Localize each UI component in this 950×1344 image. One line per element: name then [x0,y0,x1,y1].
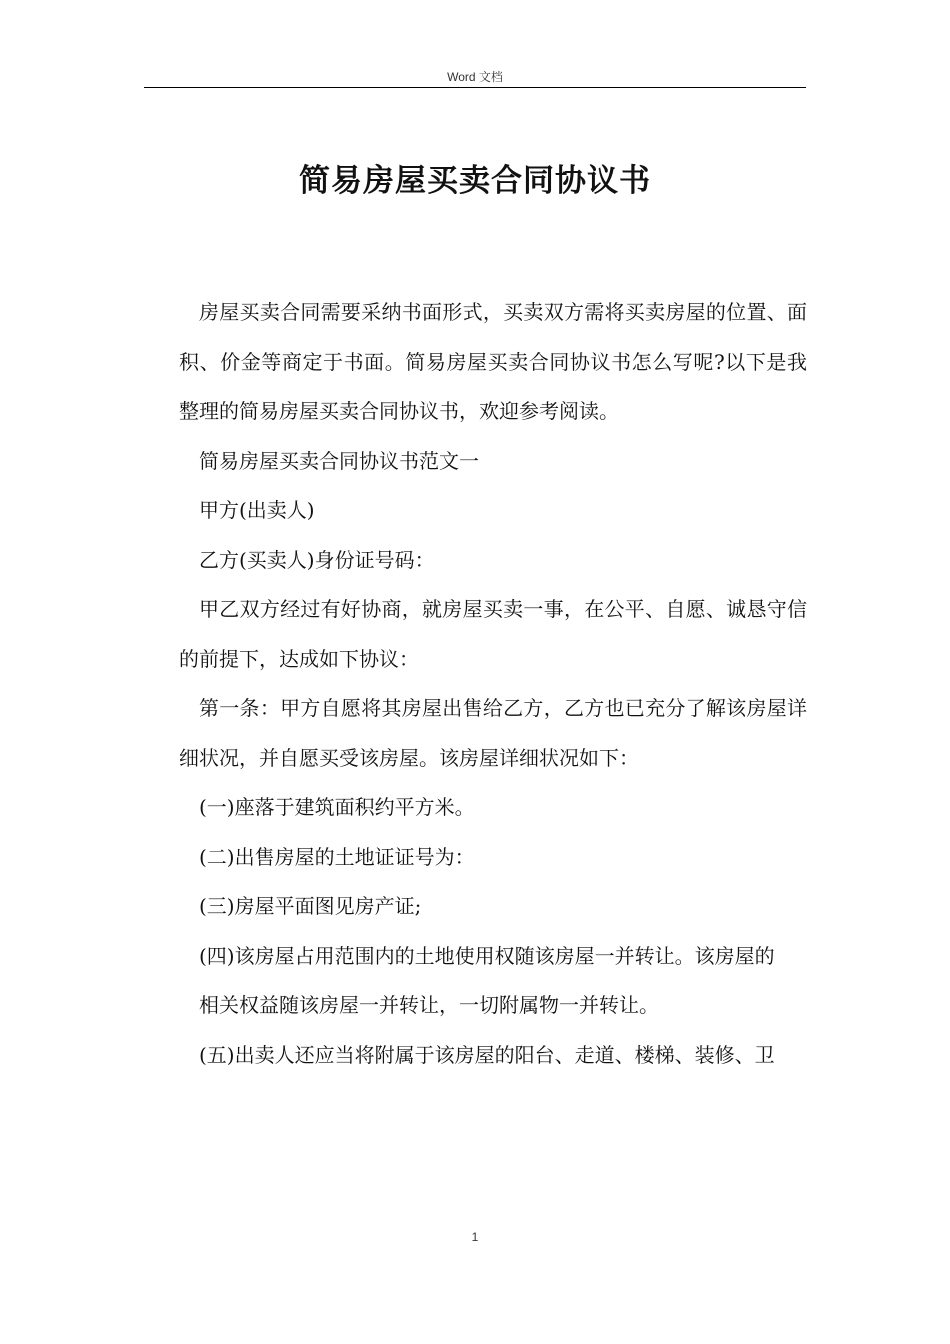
header-divider [144,87,806,88]
paragraph-item-3: (三)房屋平面图见房产证; [199,894,422,918]
document-title: 简易房屋买卖合同协议书 [299,163,651,199]
paragraph-item-1: (一)座落于建筑面积约平方米。 [199,795,475,819]
paragraph-party-a: 甲方(出卖人) [199,498,315,522]
paragraph-item-4-continued: 相关权益随该房屋一并转让，一切附属物一并转让。 [199,993,659,1017]
document-body [179,288,807,1080]
paragraph-item-5: (五)出卖人还应当将附属于该房屋的阳台、走道、楼梯、装修、卫 [199,1042,775,1067]
paragraph-item-2: (二)出售房屋的土地证证号为： [199,844,475,869]
paragraph-party-b: 乙方(买卖人)身份证号码： [199,547,435,572]
paragraph-item-4: (四)该房屋占用范围内的土地使用权随该房屋一并转让。该房屋的 [199,943,775,968]
page-header-label: Word 文档 [447,70,503,84]
paragraph-agreement-preamble: 甲乙双方经过有好协商，就房屋买卖一事，在公平、自愿、诚恳守信的前提下，达成如下协议： [179,597,807,671]
page-number: 1 [471,1230,479,1244]
paragraph-section-heading: 简易房屋买卖合同协议书范文一 [199,448,479,473]
paragraph-article-one: 第一条：甲方自愿将其房屋出售给乙方，乙方也已充分了解该房屋详细状况，并自愿买受该房屋。该房屋详细状况如下： [179,696,807,770]
paragraph-intro: 房屋买卖合同需要采纳书面形式，买卖双方需将买卖房屋的位置、面积、价金等商定于书面。简易房屋买卖合同协议书怎么写呢?以下是我整理的简易房屋买卖合同协议书，欢迎参考阅读。 [179,300,807,423]
